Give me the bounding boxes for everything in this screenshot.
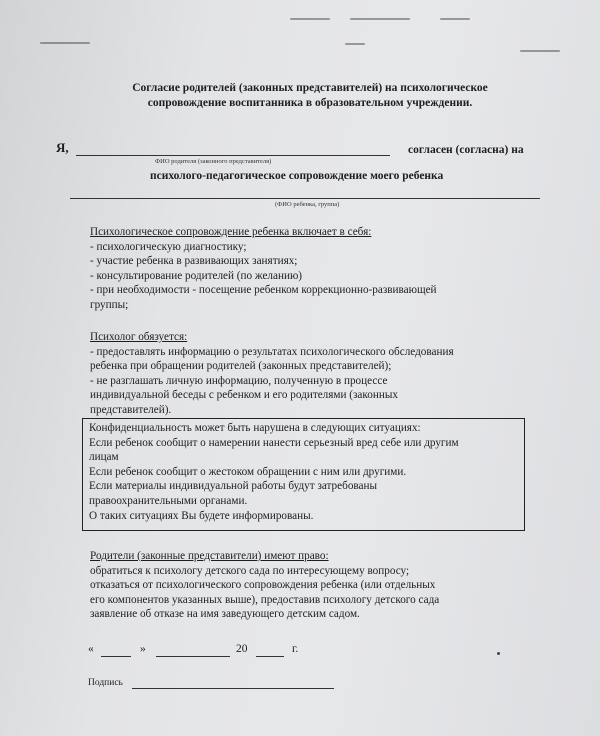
parent-name-field[interactable] (76, 141, 390, 156)
date-year-suffix: г. (292, 643, 299, 655)
list-item: ребенка при обращении родителей (законных представителей); (90, 360, 392, 373)
scan-mark (440, 18, 470, 20)
date-day-field[interactable] (101, 646, 131, 657)
list-item: представителей). (90, 403, 172, 416)
confidentiality-box (82, 418, 525, 531)
scan-mark (345, 43, 365, 45)
rights-section (90, 549, 540, 622)
includes-heading: Психологическое сопровождение ребенка включает в себя: (90, 226, 372, 238)
scan-mark (290, 18, 330, 20)
list-item: - участие ребенка в развивающих занятиях; (90, 255, 298, 268)
date-month-field[interactable] (156, 646, 230, 657)
title-line-2: сопровождение воспитанника в образовательном учреждении. (147, 97, 473, 109)
child-name-field[interactable] (70, 186, 540, 199)
date-open-quote: « (88, 643, 94, 655)
list-item: - консультирование родителей (по желанию) (90, 269, 303, 282)
list-item: обратиться к психологу детского сада по интересующему вопросу; (90, 564, 410, 577)
box-line: Если ребенок сообщит о жестоком обращении с ним или другими. (89, 465, 407, 478)
document-title (90, 81, 530, 111)
date-close-quote: » (140, 643, 146, 655)
date-year-field[interactable] (256, 646, 284, 657)
list-item: заявление об отказе на имя заведующего детским садом. (90, 608, 360, 621)
scan-mark (497, 652, 500, 655)
child-name-caption: (ФИО ребенка, группа) (275, 201, 340, 208)
list-item: - предоставлять информацию о результатах психологического обследования (90, 345, 454, 358)
box-line: О таких ситуациях Вы будете информированы. (89, 509, 314, 522)
box-line: Если материалы индивидуальной работы будут затребованы (89, 480, 378, 493)
scan-mark (40, 42, 90, 44)
list-item: - психологическую диагностику; (90, 240, 247, 253)
scan-mark (350, 18, 410, 20)
scan-mark (520, 50, 560, 52)
agree-label: согласен (согласна) на (408, 144, 524, 156)
signature-label: Подпись (88, 678, 123, 688)
list-item: группы; (90, 298, 129, 311)
obligations-heading: Психолог обязуется: (90, 331, 188, 343)
box-line: Конфиденциальность может быть нарушена в следующих ситуациях: (89, 422, 421, 434)
list-item: - не разглашать личную информацию, полученную в процессе (90, 374, 388, 387)
includes-section (90, 225, 540, 313)
list-item: его компонентов указанных выше), предоставив психологу детского сада (90, 593, 440, 606)
box-line: лицам (89, 451, 119, 464)
box-line: правоохранительными органами. (89, 494, 248, 507)
signature-field[interactable] (132, 676, 334, 689)
list-item: отказаться от психологического сопровождения ребенка (или отдельных (90, 579, 436, 592)
obligations-section (90, 330, 540, 418)
subject-line: психолого-педагогическое сопровождение моего ребенка (150, 170, 444, 182)
list-item: - при необходимости - посещение ребенком коррекционно-развивающей (90, 284, 437, 297)
parent-name-caption: ФИО родителя (законного представителя) (155, 158, 272, 165)
list-item: индивидуальной беседы с ребенком и его родителями (законных (90, 389, 398, 402)
title-line-1: Согласие родителей (законных представителей) на психологическое (132, 82, 488, 94)
i-label: Я, (56, 140, 69, 155)
date-year-prefix: 20 (236, 643, 248, 655)
rights-heading: Родители (законные представители) имеют право: (90, 550, 329, 562)
box-line: Если ребенок сообщит о намерении нанести серьезный вред себе или другим (89, 436, 459, 449)
